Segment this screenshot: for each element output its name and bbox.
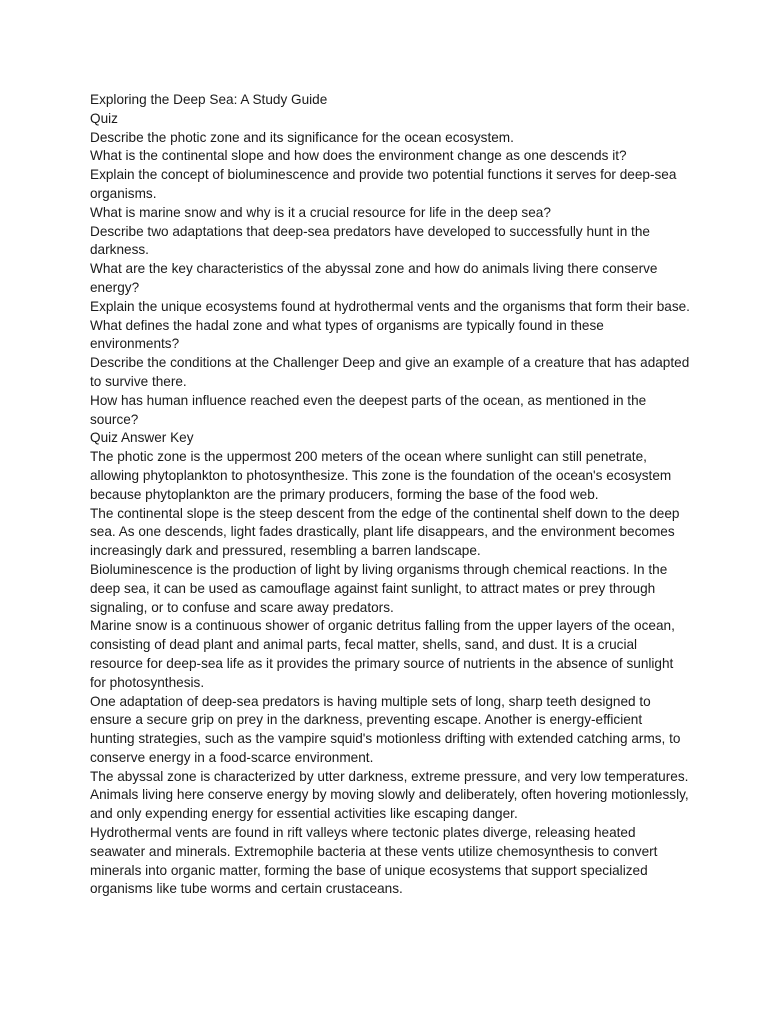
quiz-question-3: Explain the concept of bioluminescence and provide two potential functions it serves for deep-sea organisms. bbox=[90, 167, 677, 201]
quiz-question-1: Describe the photic zone and its significance for the ocean ecosystem. bbox=[90, 129, 514, 145]
quiz-question-8: What defines the hadal zone and what types of organisms are typically found in these environments? bbox=[90, 317, 604, 352]
quiz-question-6: What are the key characteristics of the abyssal zone and how do animals living there conserve energy? bbox=[90, 261, 658, 295]
document-page bbox=[90, 91, 690, 899]
quiz-question-7: Explain the unique ecosystems found at hydrothermal vents and the organisms that form their base. bbox=[90, 298, 690, 314]
quiz-heading: Quiz bbox=[90, 110, 118, 126]
quiz-question-9: Describe the conditions at the Challenger Deep and give an example of a creature that has adapted to survive there. bbox=[90, 355, 690, 389]
quiz-question-5: Describe two adaptations that deep-sea predators have developed to successfully hunt in the darkness. bbox=[90, 223, 650, 258]
answer-1: The photic zone is the uppermost 200 meters of the ocean where sunlight can still penetrate, allowing phytoplankton to photosynthesize. This zone is the foundation of the ocean's ecosystem because phytoplankton are the primary producers, forming the base of the food web. bbox=[90, 449, 672, 502]
document-title: Exploring the Deep Sea: A Study Guide bbox=[90, 92, 328, 107]
quiz-question-4: What is marine snow and why is it a crucial resource for life in the deep sea? bbox=[90, 204, 551, 220]
quiz-question-10: How has human influence reached even the deepest parts of the ocean, as mentioned in the source? bbox=[90, 392, 647, 427]
answer-7: Hydrothermal vents are found in rift valleys where tectonic plates diverge, releasing heated seawater and minerals. Extremophile bacteria at these vents utilize chemosynthesis to convert minerals into organic matter, forming the base of unique ecosystems that support specialized organisms like tube worms and certain crustaceans. bbox=[90, 825, 658, 897]
answer-2: The continental slope is the steep descent from the edge of the continental shelf down to the deep sea. As one descends, light fades drastically, plant life disappears, and the environment becomes increasingly dark and pressured, resembling a barren landscape. bbox=[90, 505, 680, 559]
answer-6: The abyssal zone is characterized by utter darkness, extreme pressure, and very low temperatures. Animals living here conserve energy by moving slowly and deliberately, often hovering motionlessly, and only expending energy for essential activities like escaping danger. bbox=[90, 768, 689, 822]
answer-key-heading: Quiz Answer Key bbox=[90, 430, 194, 446]
answer-5: One adaptation of deep-sea predators is having multiple sets of long, sharp teeth designed to ensure a secure grip on prey in the darkness, preventing escape. Another is energy-efficient hunting strategies, such as the vampire squid's motionless drifting with extended catching arms, to conserve energy in a food-scarce environment. bbox=[90, 693, 681, 765]
answer-3: Bioluminescence is the production of light by living organisms through chemical reactions. In the deep sea, it can be used as camouflage against faint sunlight, to attract mates or prey through signaling, or to confuse and scare away predators. bbox=[90, 561, 668, 615]
answer-4: Marine snow is a continuous shower of organic detritus falling from the upper layers of the ocean, consisting of dead plant and animal parts, fecal matter, shells, sand, and dust. It is a crucial resource for deep-sea life as it provides the primary source of nutrients in the absence of sunlight for photosynthesis. bbox=[90, 618, 675, 690]
quiz-question-2: What is the continental slope and how does the environment change as one descends it? bbox=[90, 148, 627, 164]
